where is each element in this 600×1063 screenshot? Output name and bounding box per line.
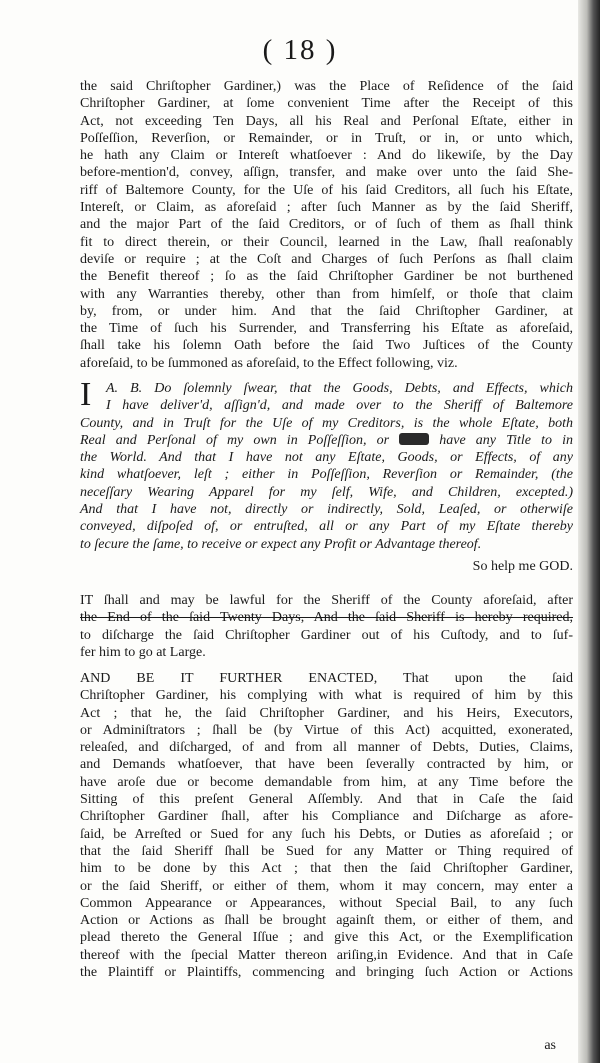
paragraph-residence-estate xyxy=(80,78,573,372)
text-line: Intereſt, or Claim, as aforeſaid ; after ſuch Manner as by the ſaid Sheriff, xyxy=(80,200,573,216)
text-line-struck: the End of the ſaid Twenty Days, And the ſaid Sheriff is hereby required, xyxy=(80,610,573,626)
text-line: AND BE IT FURTHER ENACTED, That upon the ſaid xyxy=(80,671,573,686)
text-line: with any Warranties thereby, other than from himſelf, or thoſe that claim xyxy=(80,286,573,302)
text-line: the Time of ſuch his Surrender, and Transferring his Eſtate as aforeſaid, xyxy=(80,321,573,337)
oath-line-start: Real and Perſonal of my own in Poſſeſſion, or xyxy=(80,432,390,448)
oath-line: the World. And that I have not any Eſtate, Goods, or Effects, of any xyxy=(80,450,573,466)
text-line: thereof with the ſpecial Matter thereon ariſing,in Evidence. And that in Caſe xyxy=(80,947,573,963)
text-line: deviſe or require ; at the Coſt and Charges of ſuch Perſons as ſhall claim xyxy=(80,251,573,267)
text-line: IT ſhall and may be lawful for the Sheriff of the County aforeſaid, after xyxy=(80,593,573,608)
text-line: Chriſtopher Gardiner ſhall, after his Compliance and Diſcharge as afore- xyxy=(80,809,573,825)
text-line: Chriſtopher Gardiner, his complying with what is required of him by this xyxy=(80,688,573,704)
oath-line-end: have any Title to in xyxy=(439,432,574,448)
oath-line: conveyed, diſpoſed of, or entruſted, all or any Part of my Eſtate thereby xyxy=(80,519,573,535)
catchword: as xyxy=(544,1038,556,1053)
page-binding-edge xyxy=(578,0,600,1063)
text-line: Sitting of this preſent General Aſſembly. And that in Caſe the ſaid xyxy=(80,792,573,808)
oath-line: County, and in Truſt for the Uſe of my Creditors, is the whole Eſtate, both xyxy=(80,415,573,431)
text-line: he hath any Claim or Intereſt whatſoever : And do likewiſe, by the Day xyxy=(80,148,573,164)
text-line: fit to direct therein, or their Council, learned in the Law, ſhall reaſonably xyxy=(80,234,573,250)
text-line: to diſcharge the ſaid Chriſtopher Gardiner out of his Cuſtody, and to ſuf- xyxy=(80,627,573,643)
text-line: and Demands whatſoever, that have been ſeverally contracted by him, or xyxy=(80,757,573,773)
text-line: Common Appearance or Appearances, without Special Bail, to any ſuch xyxy=(80,895,573,911)
text-line: before-mention'd, convey, aſſign, transfer, and make over unto the ſaid She- xyxy=(80,165,573,181)
text-line: and the major Part of the ſaid Creditors, or of ſuch of them as ſhall think xyxy=(80,217,573,233)
oath-line: And that I have not, directly or indirectly, Sold, Leaſed, or otherwiſe xyxy=(80,502,573,518)
text-line: the Plaintiff or Plaintiffs, commencing and bringing ſuch Action or Actions xyxy=(80,965,573,981)
text-line: the said Chriſtopher Gardiner,) was the Place of Reſidence of the ſaid xyxy=(80,79,573,94)
text-line: have aroſe due or become demandable from him, at any Time before the xyxy=(80,774,573,790)
text-line: aforeſaid, to be ſummoned as aforeſaid, to the Effect following, viz. xyxy=(80,355,458,371)
text-line: the Benefit thereof ; ſo as the ſaid Chriſtopher Gardiner be not burthened xyxy=(80,269,573,285)
paragraph-discharge xyxy=(80,592,573,661)
ink-blot xyxy=(399,433,429,445)
drop-cap-letter: I xyxy=(80,376,92,413)
text-line: ſaid, be Arreſted or Sued for any ſuch his Debts, or Duties as aforeſaid ; or xyxy=(80,826,573,842)
paragraph-further-enacted xyxy=(80,670,573,981)
oath-closing xyxy=(80,558,573,575)
oath-line: neceſſary Wearing Apparel for my ſelf, Wife, and Children, excepted.) xyxy=(80,484,573,500)
oath-line: to ſecure the ſame, to receive or expect any Profit or Advantage thereof. xyxy=(80,536,482,552)
text-line: or the ſaid Sheriff, or either of them, whom it may concern, may enter a xyxy=(80,878,573,894)
text-line: Chriſtopher Gardiner, at ſome convenient Time after the Receipt of this xyxy=(80,96,573,112)
text-line: that the ſaid Sheriff ſhall be Sued for any Matter or Thing required of xyxy=(80,843,573,859)
oath-line: A. B. Do ſolemnly ſwear, that the Goods, Debts, and Effects, which xyxy=(106,381,573,396)
oath-line xyxy=(80,432,573,449)
oath-line: I have deliver'd, aſſign'd, and made over to the Sheriff of Baltemore xyxy=(106,398,573,414)
text-line: riff of Baltemore County, for the Uſe of his ſaid Creditors, all ſuch his Eſtate, xyxy=(80,182,573,198)
oath-line: kind whatſoever, leſt ; either in Poſſeſſion, Reverſion or Remainder, (the xyxy=(80,467,573,483)
text-line: or Adminiſtrators ; ſhall be (by Virtue of this Act) acquitted, exonerated, xyxy=(80,722,573,738)
text-line: Act, not exceeding Ten Days, all his Real and Perſonal Eſtate, either in xyxy=(80,113,573,129)
text-line: by, from, or under him. And that the ſaid Chriſtopher Gardiner, at xyxy=(80,303,573,319)
text-line: releaſed, and diſcharged, of and from all manner of Debts, Duties, Claims, xyxy=(80,740,573,756)
page-number: ( 18 ) xyxy=(262,34,338,66)
text-line: ſhall take his ſolemn Oath before the ſaid Two Juſtices of the County xyxy=(80,338,573,354)
text-line: Poſſeſſion, Reverſion, or Remainder, or in Truſt, or in, or unto which, xyxy=(80,130,573,146)
oath-paragraph xyxy=(80,376,574,553)
so-help-me-god: So help me GOD. xyxy=(472,559,573,574)
text-line: plead thereto the General Iſſue ; and give this Act, or the Exemplification xyxy=(80,930,573,946)
text-line: Action or Actions as ſhall be brought againſt them, or either of them, and xyxy=(80,913,573,929)
text-line: Act ; that he, the ſaid Chriſtopher Gardiner, and his Heirs, Executors, xyxy=(80,705,573,721)
text-line: him to be done by this Act ; that then the ſaid Chriſtopher Gardiner, xyxy=(80,861,573,877)
text-line: fer him to go at Large. xyxy=(80,644,206,660)
